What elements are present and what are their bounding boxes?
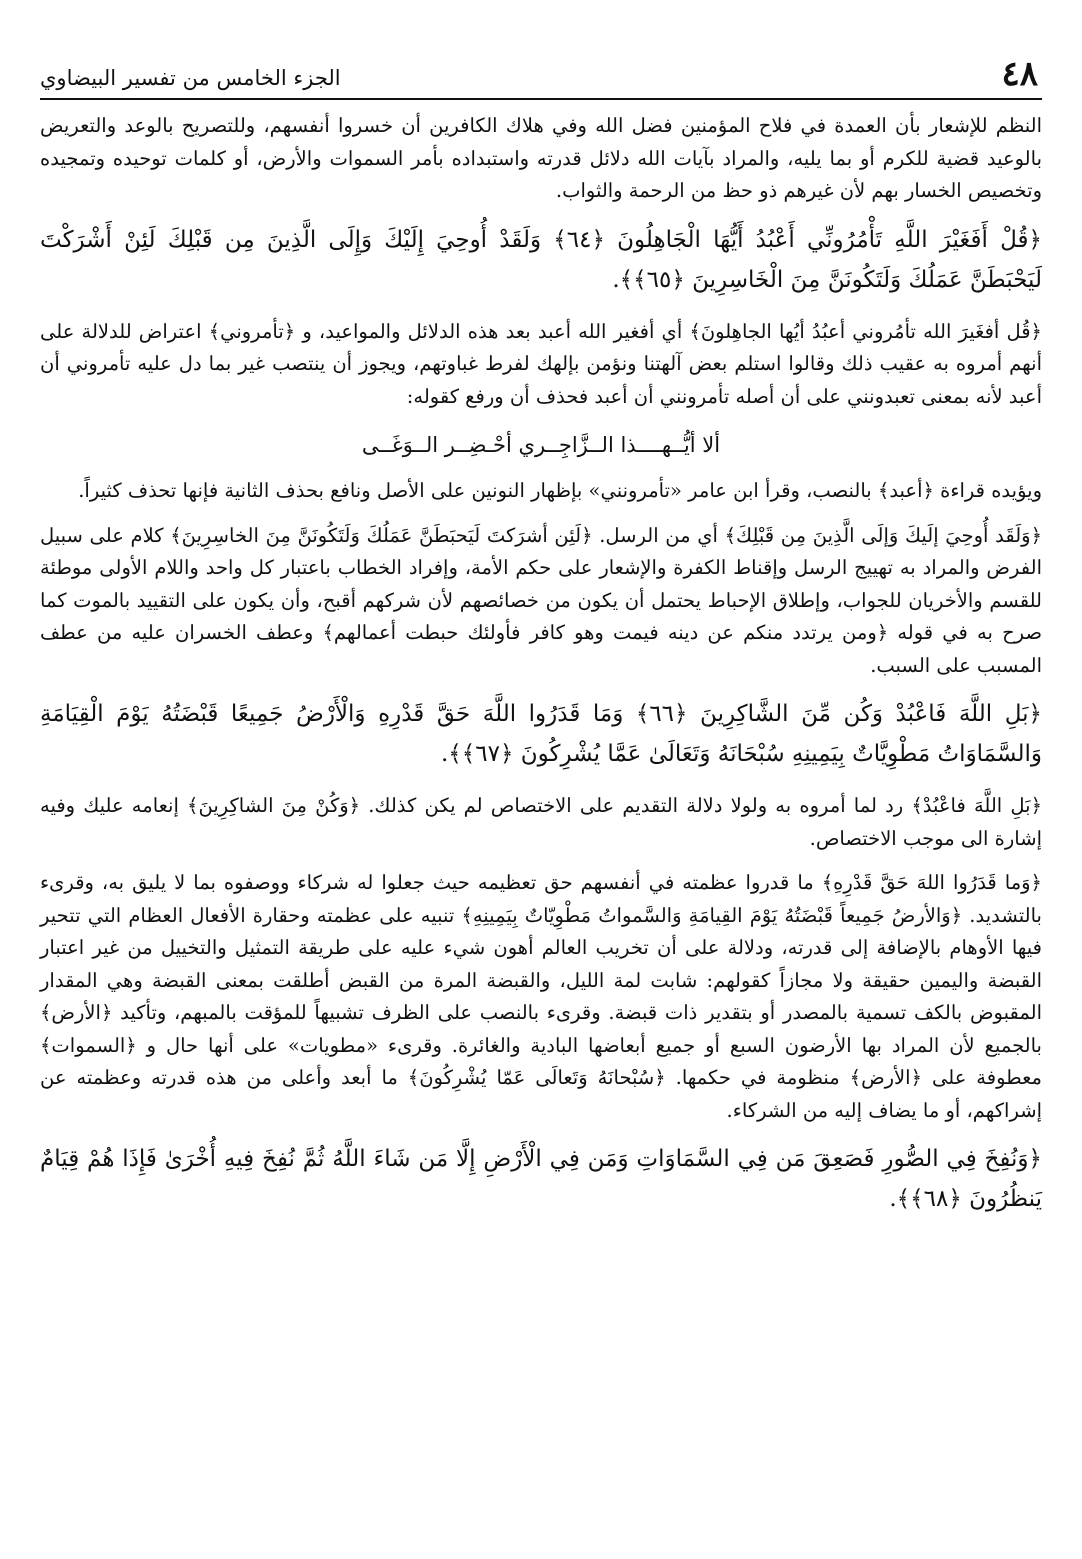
page-body xyxy=(40,100,1042,1219)
poetry-line: ألا أيُّــهــــذا الــزَّاجِــري أحْـضِــر الــوَغَــى xyxy=(361,433,721,457)
commentary-paragraph: ﴿وَلَقَد أُوحِيَ إلَيكَ وَإلَى الَّذِينَ مِن قَبْلِكَ﴾ أي من الرسل. ﴿لَئِن أشرَكتَ لَيَحبَطَنَّ عَمَلُكَ وَلَتَكُونَنَّ مِنَ الخاسِرِينَ﴾ كلام على سبيل الفرض والمراد به تهييج الرسل وإقناط الكفرة والإشعار على حكم الأمة، وإفراد الخطاب باعتبار كل واحد واللام الأولى موطئة للقسم والأخريان للجواب، وإطلاق الإحباط يحتمل أن يكون من خصائصهم لأن شركهم أقبح، وأن يكون على التقييد بالموت كما صرح به في قوله ﴿ومن يرتدد منكم عن دينه فيمت وهو كافر فأولئك حبطت أعمالهم﴾ وعطف الخسران عليه من عطف المسبب على السبب. xyxy=(40,523,1042,677)
commentary-paragraph: ﴿قُل أفغَيرَ الله تأمُروني أعبُدُ أيُها الجاهِلونَ﴾ أي أفغير الله أعبد بعد هذه الدلائل والمواعيد، و ﴿تأمروني﴾ اعتراض للدلالة على أنهم أمروه به عقيب ذلك وقالوا استلم بعض آلهتنا ونؤمن بإلهك لفرط غباوتهم، ويجوز أن ينتصب غير بما دل عليه تأمروني أن أعبد لأنه بمعنى تعبدونني على أن أصله تأمرونني أن أعبد فحذف أن ورفع كقوله: xyxy=(40,319,1042,408)
book-page xyxy=(40,50,1042,1530)
commentary-paragraph: النظم للإشعار بأن العمدة في فلاح المؤمنين فضل الله وفي هلاك الكافرين أن خسروا أنفسهم، وللتصريح بالوعد والتعريض بالوعيد قضية للكرم أو بما يليه، والمراد بآيات الله دلائل قدرته واستبداده بأمر السموات والأرض، أو كلمات توحيده وتمجيده وتخصيص الخسار بهم لأن غيرهم ذو حظ من الرحمة والثواب. xyxy=(40,114,1042,202)
running-title: الجزء الخامس من تفسير البيضاوي xyxy=(40,66,341,90)
commentary-paragraph: ويؤيده قراءة ﴿أعبد﴾ بالنصب، وقرأ ابن عامر «تأمرونني» بإظهار النونين على الأصل ونافع بحذف الثانية فإنها تحذف كثيراً. xyxy=(78,479,1042,502)
commentary-paragraph: ﴿بَلِ اللَّهَ فاعْبُدْ﴾ رد لما أمروه به ولولا دلالة التقديم على الاختصاص لم يكن كذلك. ﴿وَكُنْ مِنَ الشاكِرِينَ﴾ إنعامه عليك وفيه إشارة الى موجب الاختصاص. xyxy=(40,794,1042,850)
page-number: ٤٨ xyxy=(1001,54,1038,94)
quran-verse-64-65: ﴿قُلْ أَفَغَيْرَ اللَّهِ تَأْمُرُونِّي أَعْبُدُ أَيُّهَا الْجَاهِلُونَ ﴿٦٤﴾ وَلَقَدْ أُوحِيَ إِلَيْكَ وَإِلَى الَّذِينَ مِن قَبْلِكَ لَئِنْ أَشْرَكْتَ لَيَحْبَطَنَّ عَمَلُكَ وَلَتَكُونَنَّ مِنَ الْخَاسِرِينَ ﴿٦٥﴾﴾. xyxy=(40,226,1042,293)
quran-verse-66-67: ﴿بَلِ اللَّهَ فَاعْبُدْ وَكُن مِّنَ الشَّاكِرِينَ ﴿٦٦﴾ وَمَا قَدَرُوا اللَّهَ حَقَّ قَدْرِهِ وَالْأَرْضُ جَمِيعًا قَبْضَتُهُ يَوْمَ الْقِيَامَةِ وَالسَّمَاوَاتُ مَطْوِيَّاتٌ بِيَمِينِهِ سُبْحَانَهُ وَتَعَالَىٰ عَمَّا يُشْرِكُونَ ﴿٦٧﴾﴾. xyxy=(40,701,1042,767)
page-header xyxy=(40,50,1042,100)
quran-verse-68: ﴿وَنُفِخَ فِي الصُّورِ فَصَعِقَ مَن فِي السَّمَاوَاتِ وَمَن فِي الْأَرْضِ إِلَّا مَن شَاءَ اللَّهُ ثُمَّ نُفِخَ فِيهِ أُخْرَىٰ فَإِذَا هُمْ قِيَامٌ يَنظُرُونَ ﴿٦٨﴾﴾. xyxy=(40,1146,1042,1212)
commentary-paragraph: ﴿وَما قَدَرُوا اللهَ حَقَّ قَدْرِهِ﴾ ما قدروا عظمته في أنفسهم حق تعظيمه حيث جعلوا له شركاء ووصفوه بما لا يليق به، وقرىء بالتشديد. ﴿وَالأرضُ جَمِيعاً قَبْضَتُهُ يَوْمَ القِيامَةِ وَالسَّمواتُ مَطْوِيّاتٌ بِيَمِينِهِ﴾ تنبيه على عظمته وحقارة الأفعال العظام التي تتحير فيها الأوهام بالإضافة إلى قدرته، ودلالة على أن تخريب العالم أهون شيء عليه على طريقة التمثيل والتخييل من غير اعتبار القبضة واليمين حقيقة ولا مجازاً كقولهم: شابت لمة الليل، والقبضة المرة من القبض أطلقت بمعنى القبضة وهي المقدار المقبوض بالكف تسمية بالمصدر أو بتقدير ذات قبضة. وقرىء بالنصب على الظرف تشبيهاً للمؤقت بالمبهم، وتأكيد ﴿الأرض﴾ بالجميع لأن المراد بها الأرضون السبع أو جميع أبعاضها البادية والغائرة. وقرىء «مطويات» على أنها حال و ﴿السموات﴾ معطوفة على ﴿الأرض﴾ منظومة في حكمها. ﴿سُبْحانَهُ وَتَعالَى عَمّا يُشْرِكُونَ﴾ ما أبعد وأعلى من هذه قدرته وعظمته عن إشراكهم، أو ما يضاف إليه من الشركاء. xyxy=(40,871,1042,1122)
